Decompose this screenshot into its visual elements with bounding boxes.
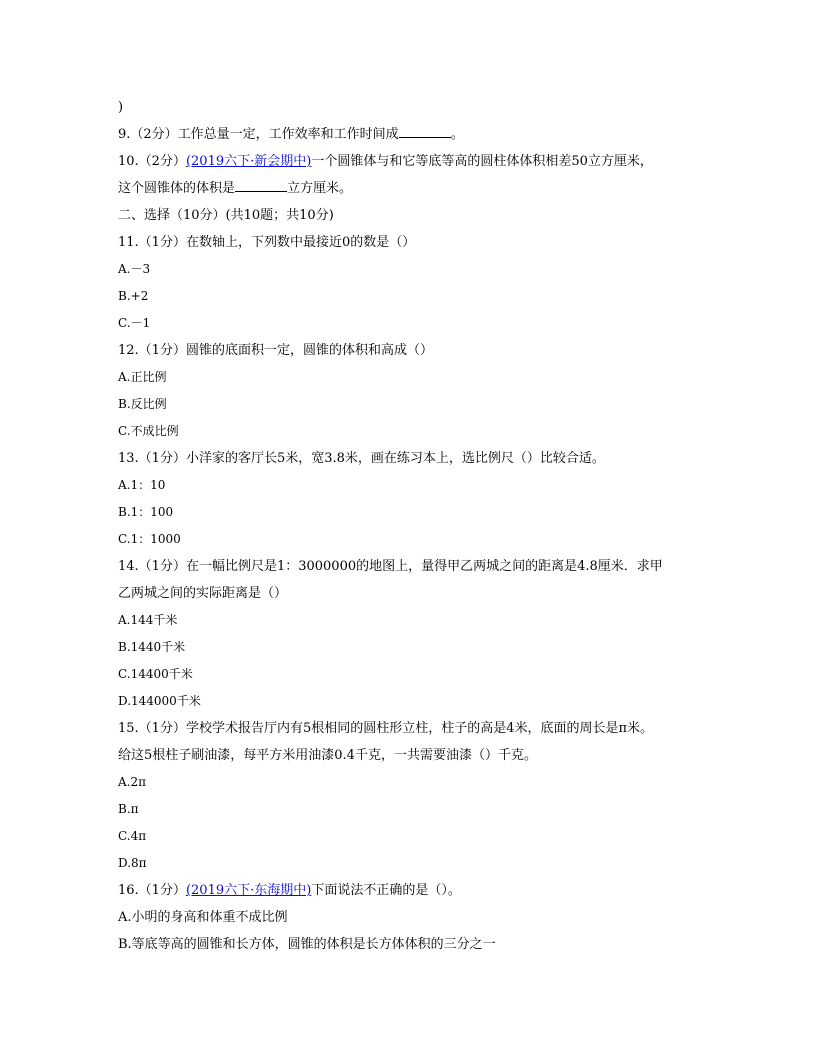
- option-c: C.1：1000: [118, 532, 181, 546]
- option-c: C.14400千米: [118, 667, 193, 681]
- option-b: B.1：100: [118, 505, 174, 519]
- question-13: 13.（1分）小洋家的客厅长5米，宽3.8米，画在练习本上，选比例尺（）比较合适。: [118, 451, 605, 466]
- question-16-number: 16.（1分）: [118, 883, 186, 898]
- document-page: [118, 94, 708, 958]
- question-16: [118, 877, 708, 904]
- answer-blank[interactable]: [235, 179, 287, 192]
- option-a: A.－3: [118, 262, 151, 276]
- question-9-text: 9.（2分）工作总量一定，工作效率和工作时间成: [118, 127, 399, 142]
- option-d: D.144000千米: [118, 694, 201, 708]
- question-14-line2: 乙两城之间的实际距离是（）: [118, 586, 288, 601]
- option-b: B.反比例: [118, 397, 167, 411]
- question-12: 12.（1分）圆锥的底面积一定，圆锥的体积和高成（）: [118, 343, 433, 358]
- question-16-text: 下面说法不正确的是（）。: [311, 883, 461, 898]
- question-15-line2: 给这5根柱子刷油漆，每平方米用油漆0.4千克，一共需要油漆（）千克。: [118, 748, 537, 763]
- source-link[interactable]: (2019六下·新会期中): [185, 154, 312, 169]
- option-c: C.－1: [118, 316, 151, 330]
- option-b: B.1440千米: [118, 640, 186, 654]
- option-a: A.正比例: [118, 370, 167, 384]
- option-b: B.+2: [118, 289, 149, 303]
- question-9: [118, 121, 708, 148]
- question-10-line2: [118, 175, 708, 202]
- question-9-end: 。: [450, 127, 464, 142]
- option-d: D.8π: [118, 856, 147, 870]
- option-b: B.π: [118, 802, 139, 816]
- option-a: A.2π: [118, 775, 147, 789]
- question-10: [118, 148, 708, 175]
- option-a: A.144千米: [118, 613, 178, 627]
- question-11: 11.（1分）在数轴上，下列数中最接近0的数是（）: [118, 235, 416, 250]
- paren-close-line: ): [118, 100, 124, 115]
- option-a: A.小明的身高和体重不成比例: [118, 910, 288, 925]
- option-a: A.1：10: [118, 478, 166, 492]
- question-10-number: 10.（2分）: [118, 154, 186, 169]
- answer-blank[interactable]: [399, 125, 451, 138]
- option-c: C.不成比例: [118, 424, 179, 438]
- source-link[interactable]: (2019六下·东海期中): [185, 883, 312, 898]
- question-10-line2-text: 这个圆锥体的体积是: [118, 181, 236, 196]
- option-b: B.等底等高的圆锥和长方体，圆锥的体积是长方体体积的三分之一: [118, 937, 496, 952]
- option-c: C.4π: [118, 829, 147, 843]
- question-14: 14.（1分）在一幅比例尺是1：3000000的地图上，量得甲乙两城之间的距离是4.8厘米．求甲: [118, 559, 663, 574]
- section-heading: 二、选择（10分）(共10题；共10分): [118, 208, 334, 223]
- question-15: 15.（1分）学校学术报告厅内有5根相同的圆柱形立柱，柱子的高是4米，底面的周长是π米。: [118, 721, 654, 736]
- question-10-line2-end: 立方厘米。: [287, 181, 353, 196]
- question-10-text: 一个圆锥体与和它等底等高的圆柱体体积相差50立方厘米，: [311, 154, 653, 169]
